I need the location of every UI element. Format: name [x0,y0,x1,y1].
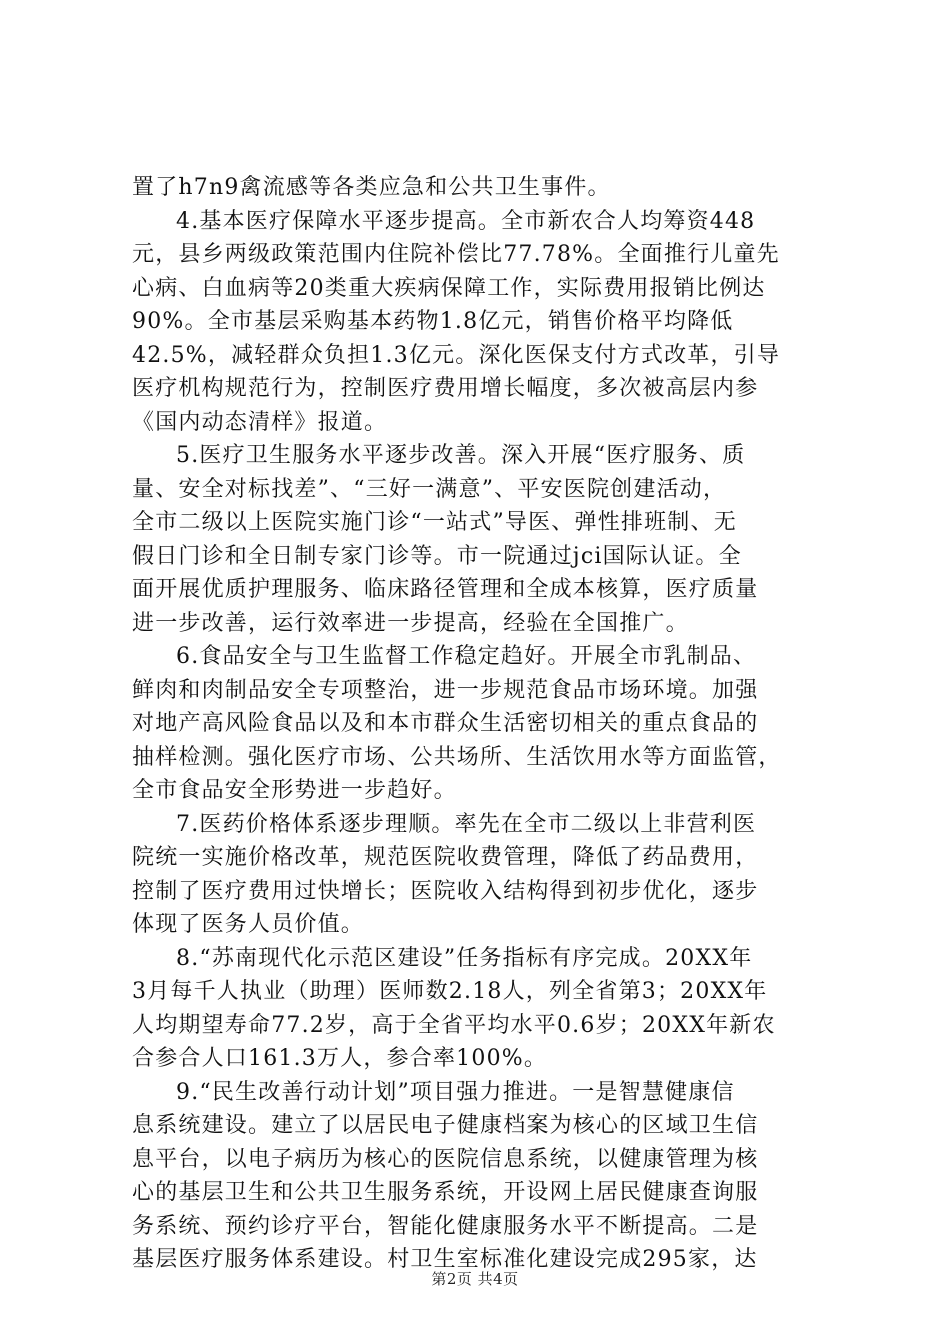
text-line: 息平台，以电子病历为核心的医院信息系统，以健康管理为核 [132,1146,759,1172]
text-line: 全市二级以上医院实施门诊“一站式”导医、弹性排班制、无 [132,510,737,535]
text-line: 全市食品安全形势进一步趋好。 [132,778,457,803]
document-body [132,171,827,1277]
text-line: 9.“民生改善行动计划”项目强力推进。一是智慧健康信 [176,1079,735,1105]
text-line: 5.医疗卫生服务水平逐步改善。深入开展“医疗服务、质 [176,443,746,468]
text-line: 人均期望寿命77.2岁，高于全省平均水平0.6岁；20XX年新农 [132,1012,776,1038]
text-line: 对地产高风险食品以及和本市群众生活密切相关的重点食品的 [132,711,759,736]
text-line: 合参合人口161.3万人，参合率100%。 [132,1046,548,1071]
text-line: 基层医疗服务体系建设。村卫生室标准化建设完成295家，达 [132,1247,758,1272]
text-line: 6.食品安全与卫生监督工作稳定趋好。开展全市乳制品、 [176,644,757,669]
text-line: 进一步改善，运行效率进一步提高，经验在全国推广。 [132,610,689,636]
text-line: 院统一实施价格改革，规范医院收费管理，降低了药品费用， [132,845,759,870]
page-footer: 第2页 共4页 [431,1270,519,1288]
text-line: 抽样检测。强化医疗市场、公共场所、生活饮用水等方面监管， [132,744,782,770]
text-line: 务系统、预约诊疗平台，智能化健康服务水平不断提高。二是 [132,1213,759,1239]
text-line: 4.基本医疗保障水平逐步提高。全市新农合人均筹资448 [176,208,756,234]
text-line: 心病、白血病等20类重大疾病保障工作，实际费用报销比例达 [132,275,766,301]
text-line: 医疗机构规范行为，控制医疗费用增长幅度，多次被高层内参 [132,376,759,401]
text-line: 90%。全市基层采购基本药物1.8亿元，销售价格平均降低 [132,309,734,334]
text-line: 《国内动态清样》报道。 [132,409,388,435]
text-line: 7.医药价格体系逐步理顺。率先在全市二级以上非营利医 [176,811,757,837]
text-line: 鲜肉和肉制品安全专项整治，进一步规范食品市场环境。加强 [132,677,759,703]
text-line: 体现了医务人员价值。 [132,912,365,937]
text-line: 控制了医疗费用过快增长；医院收入结构得到初步优化，逐步 [132,878,759,904]
text-line: 42.5%，减轻群众负担1.3亿元。深化医保支付方式改革，引导 [132,342,781,368]
text-line: 心的基层卫生和公共卫生服务系统，开设网上居民健康查询服 [132,1180,759,1205]
text-line: 8.“苏南现代化示范区建设”任务指标有序完成。20XX年 [176,945,753,971]
text-line: 息系统建设。建立了以居民电子健康档案为核心的区域卫生信 [132,1113,759,1138]
text-line: 元，县乡两级政策范围内住院补偿比77.78%。全面推行儿童先 [132,242,780,267]
text-line: 3月每千人执业（助理）医师数2.18人，列全省第3；20XX年 [132,979,768,1004]
text-line: 假日门诊和全日制专家门诊等。市一院通过jci国际认证。全 [132,543,742,569]
text-line: 置了h7n9禽流感等各类应急和公共卫生事件。 [132,175,611,200]
text-line: 量、安全对标找差”、“三好一满意”、平安医院创建活动， [132,476,727,502]
text-line: 面开展优质护理服务、临床路径管理和全成本核算，医疗质量 [132,577,759,602]
